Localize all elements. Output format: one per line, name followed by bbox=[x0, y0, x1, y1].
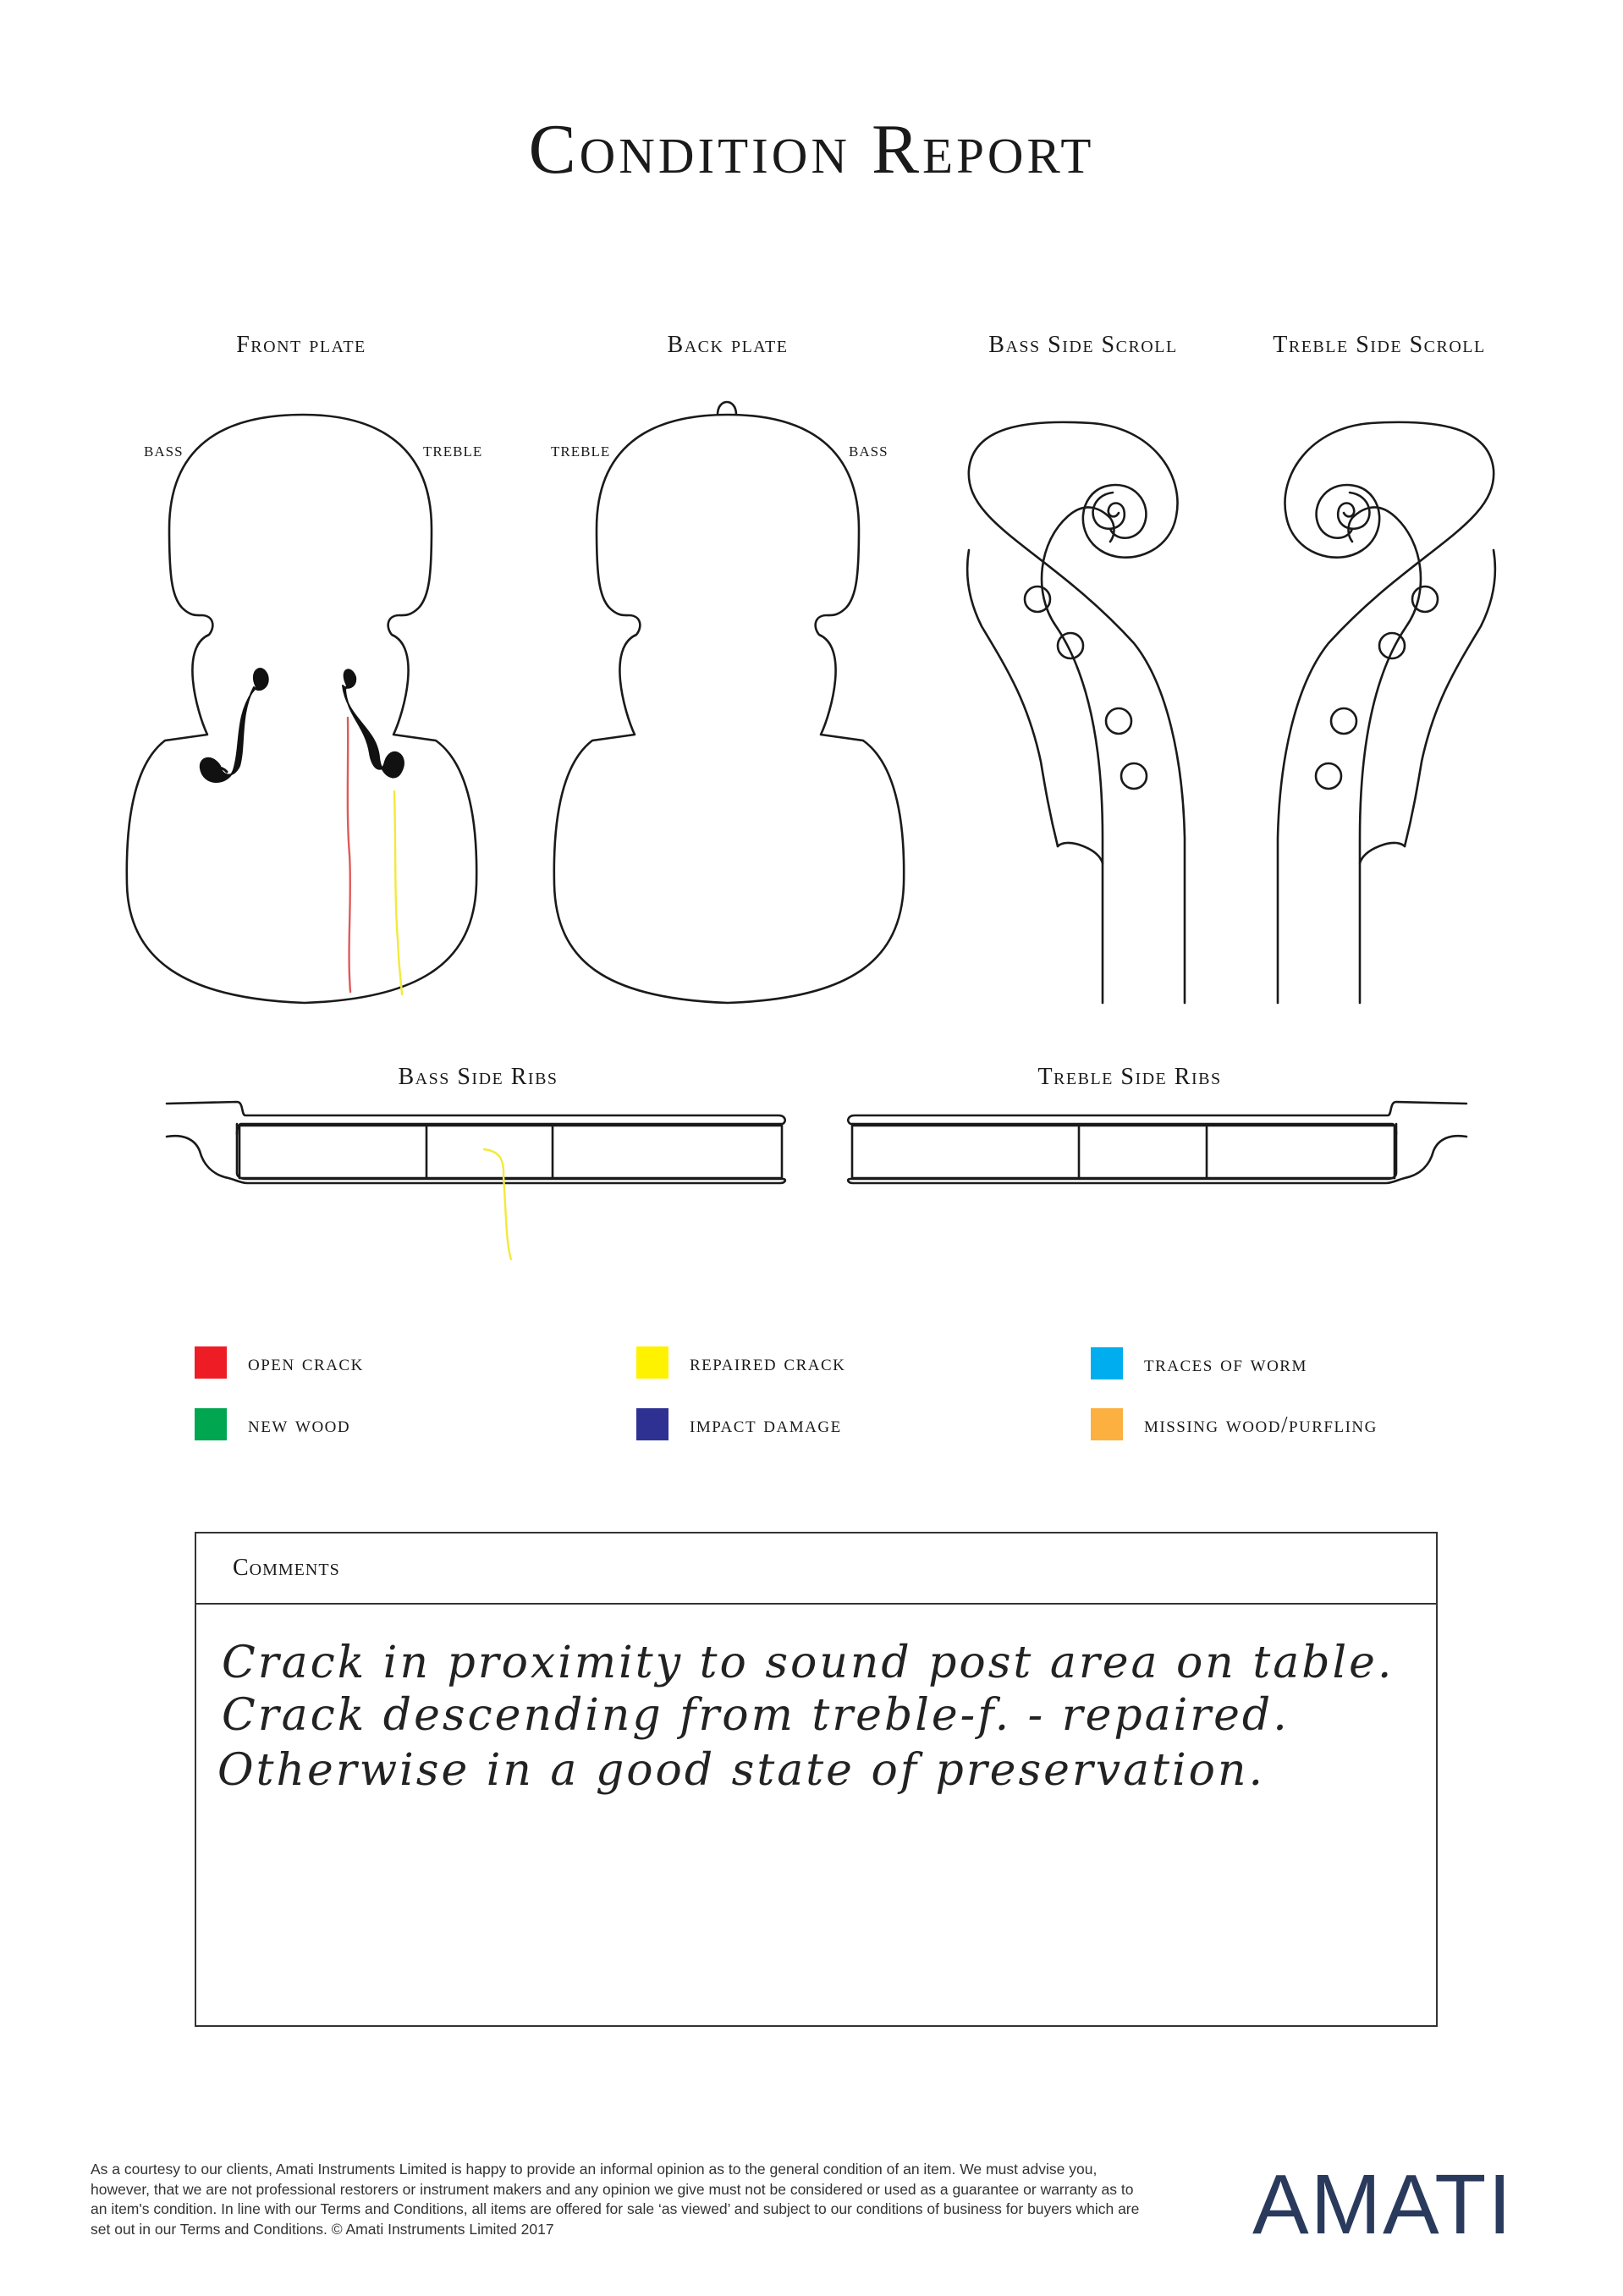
bass-scroll-outline bbox=[969, 422, 1185, 1003]
bass-peg-hole-4 bbox=[1121, 763, 1147, 789]
comment-line-1: Crack in proximity to sound post area on table. bbox=[222, 1638, 1395, 1688]
comment-line-3: Otherwise in a good state of preservation. bbox=[217, 1745, 1266, 1796]
legend-open-crack bbox=[195, 1346, 364, 1379]
back-plate-outline bbox=[554, 415, 904, 1003]
legend-swatch bbox=[636, 1346, 668, 1379]
bass-side-ribs-drawing bbox=[167, 1102, 785, 1183]
legend-swatch bbox=[195, 1408, 227, 1440]
legend-missing-wood-purfling bbox=[1091, 1408, 1378, 1440]
treble-scroll-outline bbox=[1278, 422, 1494, 1003]
comments-box bbox=[195, 1532, 1438, 2027]
treble-side-ribs-drawing bbox=[848, 1102, 1466, 1183]
front-bass-label: BASS bbox=[144, 443, 184, 460]
back-bass-label: BASS bbox=[849, 443, 889, 460]
bass-peg-hole-2 bbox=[1058, 633, 1083, 658]
comments-heading: Comments bbox=[196, 1533, 1436, 1605]
treble-peg-hole-3 bbox=[1331, 708, 1356, 734]
back-button bbox=[718, 402, 736, 415]
legend-label: open crack bbox=[248, 1349, 364, 1375]
treble-scroll-eye bbox=[1338, 493, 1369, 529]
treble-f-hole bbox=[343, 669, 404, 777]
disclaimer-text: As a courtesy to our clients, Amati Instruments Limited is happy to provide an informal opinion as to the general condition of an item. We must advise you, however, that we are not professional restorers or instrument makers and any opinion we give must not be considered or used as a guarantee or warranty as to an item's condition. In line with our Terms and Conditions, all items are offered for sale ‘as viewed’ and subject to our conditions of business for buyers which are set out in our Terms and Conditions. © Amati Instruments Limited 2017 bbox=[91, 2161, 1140, 2238]
legend-label: traces of worm bbox=[1144, 1350, 1307, 1376]
legend-swatch bbox=[1091, 1347, 1123, 1379]
comment-line-2: Crack descending from treble-f. - repaired. bbox=[222, 1690, 1290, 1741]
front-treble-label: TREBLE bbox=[423, 443, 483, 460]
legend-label: missing wood/purfling bbox=[1144, 1411, 1378, 1437]
bass-peg-hole-1 bbox=[1025, 586, 1050, 612]
amati-logo: AMATI bbox=[1252, 2157, 1514, 2252]
page-title: Condition Report bbox=[528, 110, 1095, 189]
treble-peg-hole-1 bbox=[1412, 586, 1438, 612]
bass-side-scroll-label: Bass Side Scroll bbox=[988, 332, 1178, 358]
treble-side-scroll-label: Treble Side Scroll bbox=[1273, 332, 1486, 358]
legend-new-wood bbox=[195, 1408, 350, 1440]
open-crack-marking bbox=[348, 718, 350, 992]
treble-peg-hole-2 bbox=[1379, 633, 1405, 658]
legend-swatch bbox=[636, 1408, 668, 1440]
repaired-crack-marking-bass-rib bbox=[484, 1149, 511, 1259]
bass-f-hole bbox=[201, 669, 268, 782]
back-plate-label: Back plate bbox=[667, 332, 789, 358]
legend-traces-of-worm bbox=[1091, 1347, 1307, 1379]
repaired-crack-marking-front-plate bbox=[394, 791, 402, 994]
legend-swatch bbox=[195, 1346, 227, 1379]
back-treble-label: TREBLE bbox=[551, 443, 611, 460]
legend-impact-damage bbox=[636, 1408, 842, 1440]
front-plate-label: Front plate bbox=[236, 332, 366, 358]
legend-label: repaired crack bbox=[690, 1349, 846, 1375]
bass-scroll-eye bbox=[1093, 493, 1125, 529]
treble-side-ribs-label: Treble Side Ribs bbox=[1037, 1064, 1222, 1090]
treble-peg-hole-4 bbox=[1316, 763, 1341, 789]
legend-label: impact damage bbox=[690, 1411, 842, 1437]
bass-side-ribs-label: Bass Side Ribs bbox=[398, 1064, 558, 1090]
front-plate-outline bbox=[127, 415, 476, 1003]
bass-peg-hole-3 bbox=[1106, 708, 1131, 734]
legend-label: new wood bbox=[248, 1411, 351, 1437]
legend-repaired-crack bbox=[636, 1346, 845, 1379]
legend-swatch bbox=[1091, 1408, 1123, 1440]
